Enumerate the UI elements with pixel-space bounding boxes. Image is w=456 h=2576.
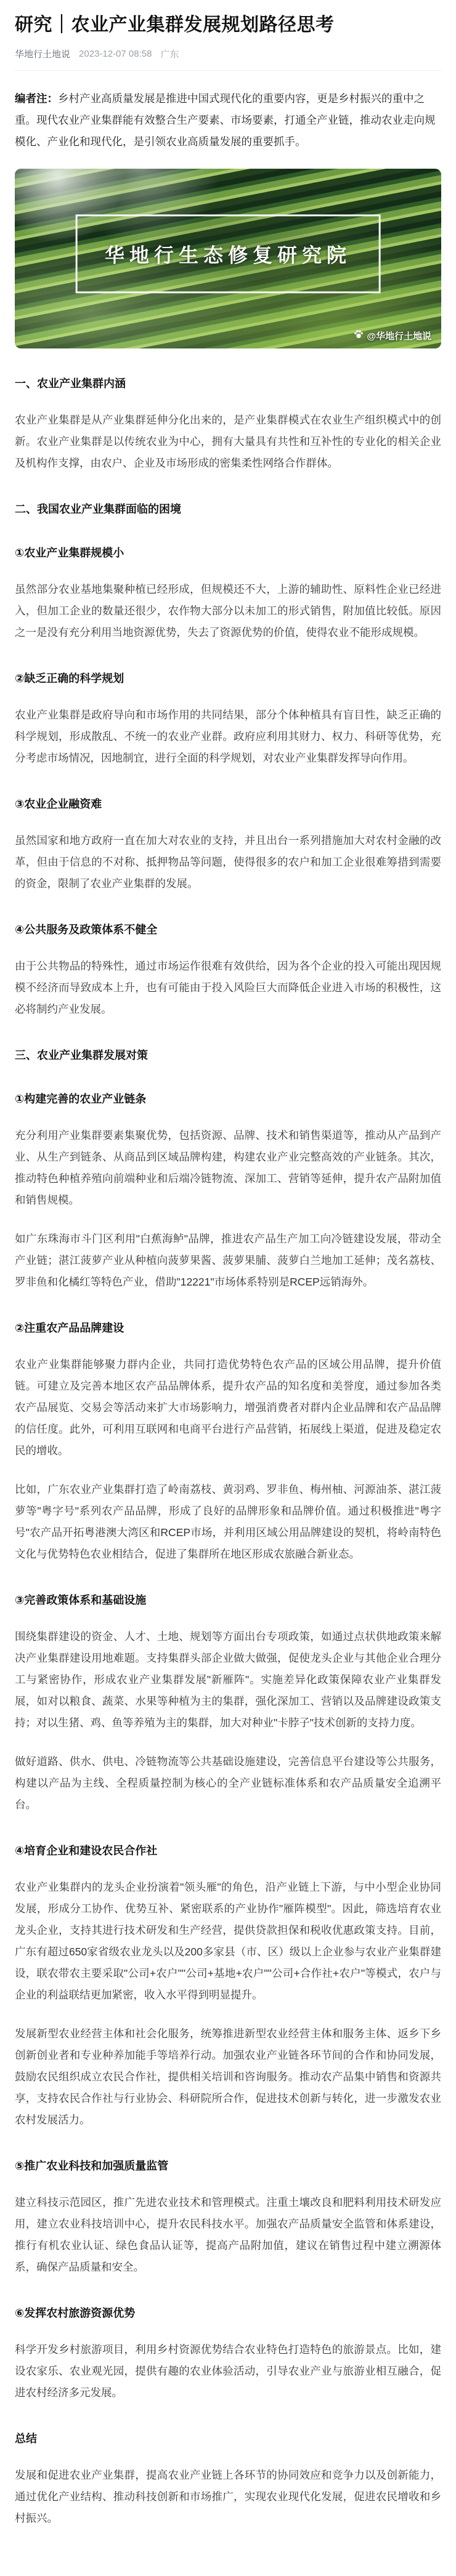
editors-note-label: 编者注：: [15, 92, 58, 105]
header-divider: [15, 70, 441, 71]
subsection-heading: ⑥发挥农村旅游资源优势: [15, 2306, 136, 2319]
image-watermark: [354, 329, 431, 342]
article-paragraph: 做好道路、供水、供电、冷链物流等公共基础设施建设，完善信息平台建设等公共服务，构建以产品为主线、全程质量控制为核心的全产业链标准体系和农产品质量安全追溯平台。: [15, 1755, 441, 1811]
subsection-heading: ④培育企业和建设农民合作社: [15, 1844, 158, 1857]
hero-overlay-frame: [76, 214, 381, 293]
subsection-heading: ①构建完善的农业产业链条: [15, 1092, 147, 1105]
author-link[interactable]: 华地行土地说: [15, 49, 71, 60]
subsection-heading: ④公共服务及政策体系不健全: [15, 923, 158, 936]
article-paragraph: 如广东珠海市斗门区利用"白蕉海鲈"品牌，推进农产品生产加工向冷链建设发展，带动全产业链；湛江菠萝产业从种植向菠萝果酱、菠萝果脯、菠萝白兰地加工延伸；茂名荔枝、罗非鱼和化橘红等特色产业，借助"12221"市场体系特别是RCEP远销海外。: [15, 1232, 441, 1288]
article-paragraph: 虽然部分农业基地集聚种植已经形成，但规模还不大，上游的辅助性、原料性企业已经进入，但加工企业的数量还很少，农作物大部分以未加工的形式销售，附加值比较低。原因之一是没有充分利用当地资源优势，失去了资源优势的价值，使得农业不能形成规模。: [15, 582, 441, 638]
byline: [15, 47, 441, 60]
article-paragraph: 由于公共物品的特殊性，通过市场运作很难有效供给，因为各个企业的投入可能出现因规模不经济而导致成本上升，也有可能由于投入风险巨大而降低企业进入市场的积极性，这必将制约产业发展。: [15, 959, 441, 1015]
article-paragraph: 农业产业集群能够聚力群内企业，共同打造优势特色农产品的区域公用品牌，提升价值链。可建立及完善本地区农产品品牌体系，提升农产品的知名度和美誉度，通过参加各类农产品展览、交易会等活动来扩大市场影响力，增强消费者对群内企业品牌和农产品品牌的信任度。此外，可利用互联网和电商平台进行产品营销，拓展线上渠道，促进及稳定农民的增收。: [15, 1358, 441, 1457]
article-paragraph: 发展和促进农业产业集群，提高农业产业链上各环节的协同效应和竞争力以及创新能力，通过优化产业结构、推动科技创新和市场推广，实现农业现代化发展，促进农民增收和乡村振兴。: [15, 2468, 441, 2524]
editors-note: [15, 88, 441, 153]
section-heading: 二、我国农业产业集群面临的困境: [15, 502, 181, 515]
article-paragraph: 虽然国家和地方政府一直在加大对农业的支持，并且出台一系列措施加大对农村金融的改革，但由于信息的不对称、抵押物品等问题，使得很多的农户和加工企业很难筹措到需要的资金，限制了农业产业集群的发展。: [15, 834, 441, 890]
section-heading: 三、农业产业集群发展对策: [15, 1049, 148, 1061]
article-paragraph: 农业产业集群是从产业集群延伸分化出来的，是产业集群模式在农业生产组织模式中的创新。农业产业集群是以传统农业为中心，拥有大量具有共性和互补性的专业化的相关企业及机构作支撑，由农户、企业及市场形成的密集柔性网络合作群体。: [15, 413, 441, 469]
watermark-text: @华地行土地说: [367, 331, 431, 342]
article-paragraph: 发展新型农业经营主体和社会化服务，统筹推进新型农业经营主体和服务主体、返乡下乡创新创业者和专业种养加能手等培养行动。加强农业产业链各环节间的合作和协同发展，鼓励农民组织成立农民合作社，提供相关培训和咨询服务。推动农产品集中销售和资源共享，支持农民合作社与行业协会、科研院所合作，促进技术创新与转化，进一步激发农业农村发展活力。: [15, 2027, 441, 2126]
publish-time: 2023-12-07 08:58: [79, 48, 152, 59]
hero-image[interactable]: [15, 169, 441, 348]
article-paragraph: 科学开发乡村旅游项目，利用乡村资源优势结合农业特色打造特色的旅游景点。比如，建设农家乐、农业观光园，提供有趣的农业体验活动，引导农业产业与旅游业相互融合，促进农村经济多元发展。: [15, 2343, 441, 2399]
subsection-heading: ①农业产业集群规模小: [15, 546, 124, 559]
page-title: 研究｜农业产业集群发展规划路径思考: [15, 15, 335, 35]
section-heading: 一、农业产业集群内涵: [15, 377, 126, 390]
article-paragraph: 农业产业集群是政府导向和市场作用的共同结果，部分个体种植具有盲目性，缺乏正确的科学规划，形成散乱、不统一的农业产业群。政府应利用其财力、权力、科研等优势，充分考虑市场情况，因地制宜，进行全面的科学规划，对农业产业集群发挥导向作用。: [15, 708, 441, 764]
paw-icon: [354, 329, 364, 342]
subsection-heading: ②注重农产品品牌建设: [15, 1321, 124, 1334]
article-paragraph: 农业产业集群内的龙头企业扮演着"领头雁"的角色，沿产业链上下游，与中小型企业协同发展，形成分工协作、优势互补、紧密联系的产业协作"雁阵模型"。因此，筛选培育农业龙头企业，支持其进行技术研发和生产经营，提供贷款担保和税收优惠政策支持。目前，广东有超过650家省级农业龙头以及200多家县（市、区）级以上企业参与农业产业集群建设，联农带农主要采取"公司+农户""公司+基地+农户""公司+合作社+农户"等模式，农户与企业的利益联结更加紧密，收入水平得到明显提升。: [15, 1880, 441, 2001]
subsection-heading: 总结: [15, 2432, 37, 2445]
subsection-heading: ③完善政策体系和基础设施: [15, 1593, 147, 1606]
subsection-heading: ⑤推广农业科技和加强质量监管: [15, 2159, 169, 2172]
hero-overlay-text: 华地行生态修复研究院: [104, 243, 351, 266]
article-body: [15, 376, 441, 2529]
publish-location: 广东: [160, 49, 179, 60]
subsection-heading: ③农业企业融资难: [15, 797, 102, 810]
editors-note-text: 乡村产业高质量发展是推进中国式现代化的重要内容，更是乡村振兴的重中之重。现代农业产业集群能有效整合生产要素、市场要素，打通全产业链，推动农业走向规模化、产业化和现代化，是引领农业高质量发展的重要抓手。: [15, 92, 436, 148]
article-paragraph: 充分利用产业集群要素集聚优势，包括资源、品牌、技术和销售渠道等，推动从产品到产业、从生产到链条、从商品到区域品牌构建，构建农业产业完整高效的产业链条。其次，推动特色种植养殖向前端种业和后端冷链物流、深加工、营销等延伸，提升农产品附加值和销售规模。: [15, 1129, 441, 1206]
article-paragraph: 建立科技示范园区，推广先进农业技术和管理模式。注重土壤改良和肥料利用技术研发应用，建立农业科技培训中心，提升农民科技水平。加强农产品质量安全监管和体系建设，推行有机农业认证、绿色食品认证等，提高产品附加值，建议在销售过程中建立溯源体系，确保产品质量和安全。: [15, 2196, 441, 2273]
subsection-heading: ②缺乏正确的科学规划: [15, 672, 124, 685]
article-paragraph: 围绕集群建设的资金、人才、土地、规划等方面出台专项政策，如通过点状供地政策来解决产业集群建设用地难题。支持集群头部企业做大做强，促使龙头企业与其他企业合理分工与紧密协作，形成农业产业集群发展"新雁阵"。实施差异化政策保障农业产业集群发展，如对以粮食、蔬菜、水果等种植为主的集群，强化深加工、营销以及品牌建设政策支持；对以生猪、鸡、鱼等养殖为主的集群，加大对种业"卡脖子"技术创新的支持力度。: [15, 1630, 441, 1729]
article-paragraph: 比如，广东农业产业集群打造了岭南荔枝、黄羽鸡、罗非鱼、梅州柚、河源油茶、湛江菠萝等"粤字号"系列农产品品牌，形成了良好的品牌形象和品牌价值。通过积极推进"粤字号"农产品开拓粤港澳大湾区和RCEP市场，并利用区域公用品牌建设的契机，将岭南特色文化与优势特色农业相结合，促进了集群所在地区形成农旅融合新业态。: [15, 1483, 441, 1560]
